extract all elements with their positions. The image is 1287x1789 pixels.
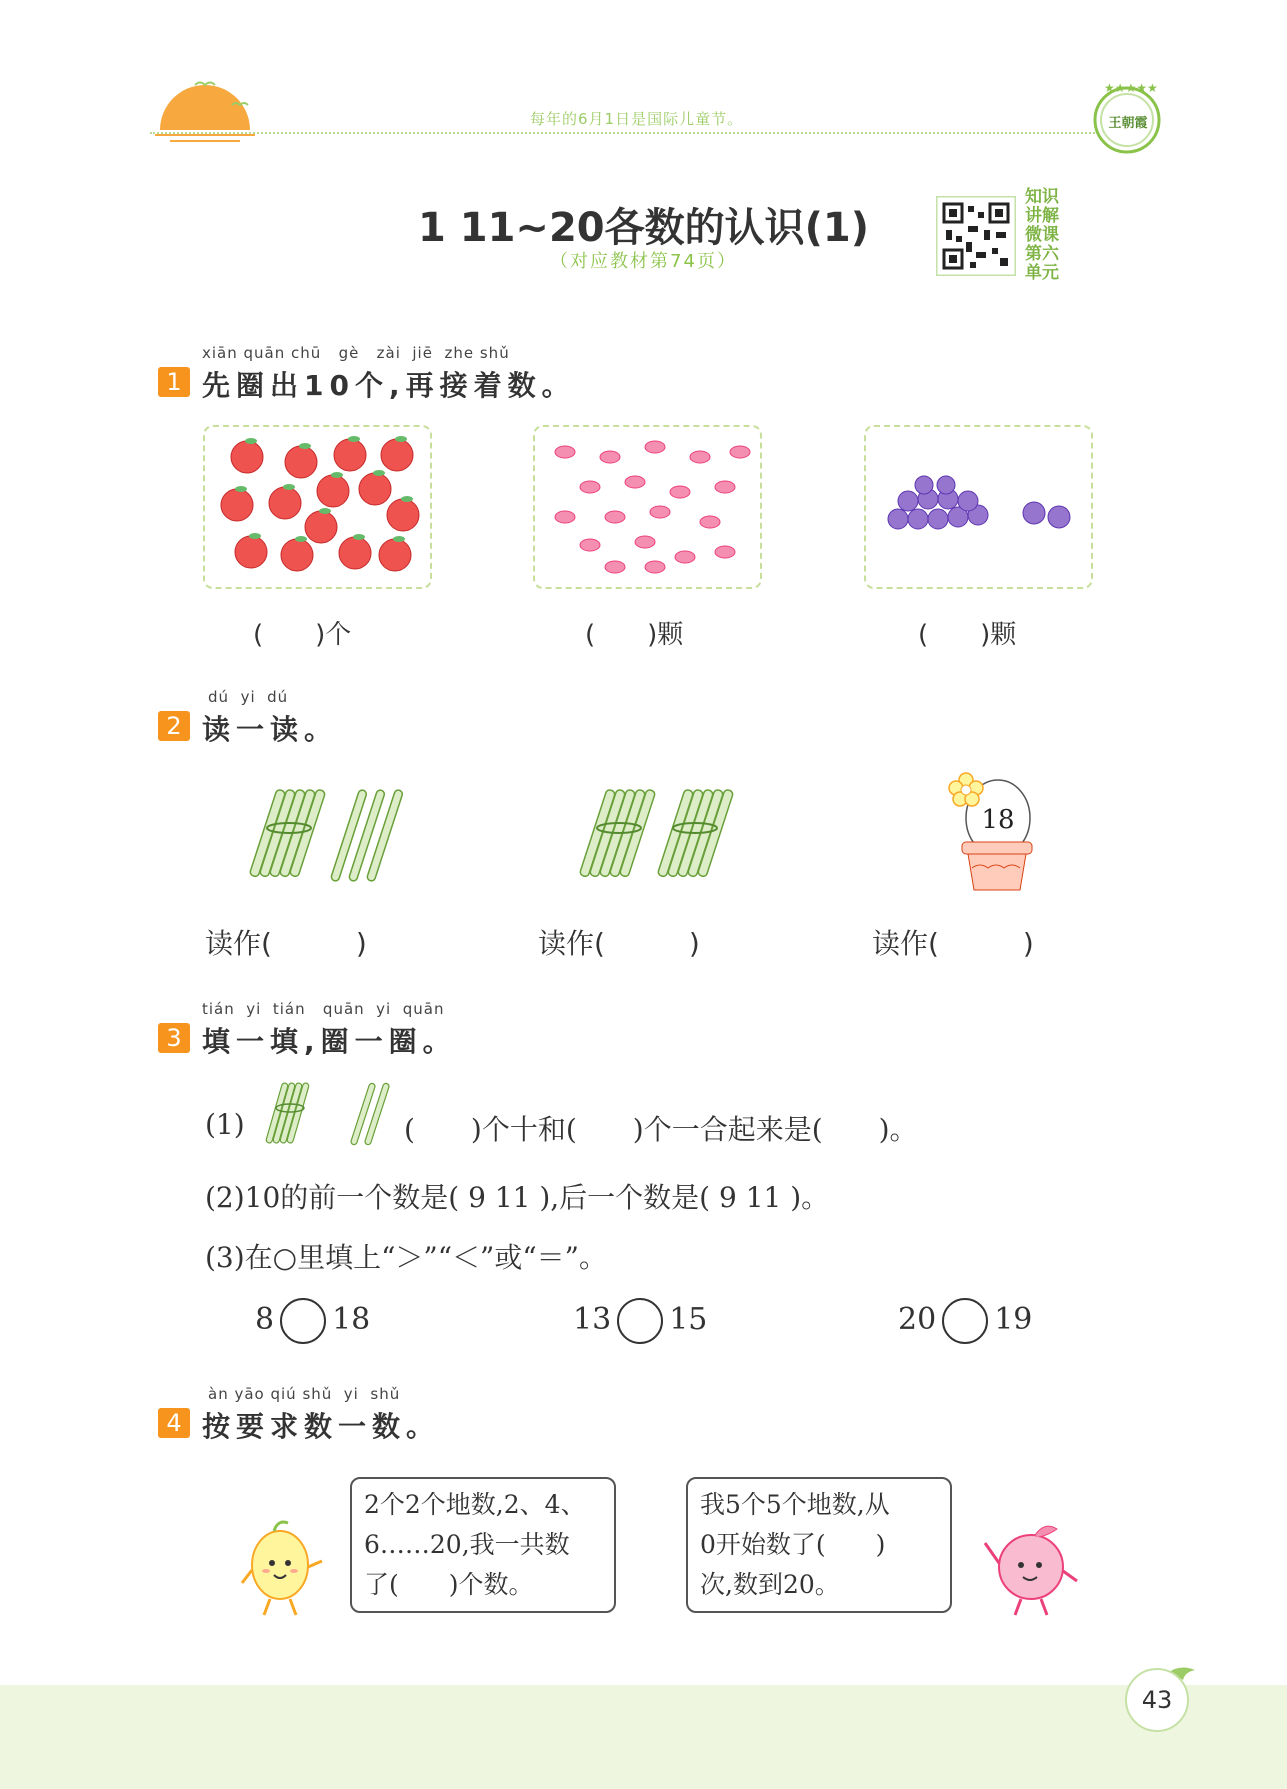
logo-badge	[1090, 80, 1165, 155]
compare-row-1[interactable]	[255, 1298, 370, 1344]
peach-character	[975, 1515, 1085, 1620]
qr-code[interactable]	[936, 196, 1016, 276]
compare-3-left: 20	[898, 1302, 937, 1337]
bubble-left-line-1: 2个2个地数,2、4、	[364, 1490, 586, 1519]
apple-icons	[205, 427, 430, 587]
compare-2-circle[interactable]	[617, 1298, 663, 1344]
compare-row-2[interactable]	[573, 1298, 707, 1344]
q4-pinyin: àn yāo qiú shǔ yi shǔ	[208, 1385, 401, 1403]
grapes-box	[864, 425, 1093, 589]
q4-prompt: 按要求数一数。	[202, 1410, 441, 1443]
page-title: 1 11~20各数的认识(1)	[418, 205, 869, 251]
flower-number: 18	[981, 805, 1015, 835]
q3-part1-label: (1)	[205, 1108, 245, 1141]
q3-pinyin: tián yi tián quān yi quān	[202, 1000, 445, 1018]
logo-text: 王朝霞	[1108, 116, 1148, 131]
qr-label: 知识讲解微课 第六单元	[1025, 187, 1059, 283]
header-rule	[150, 132, 1110, 134]
q2-number-badge: 2	[158, 711, 190, 741]
page-number: 43	[1125, 1668, 1189, 1732]
compare-1-left: 8	[255, 1302, 275, 1337]
q1-pinyin: xiān quān chū gè zài jiē zhe shǔ	[202, 344, 510, 362]
compare-2-right: 15	[669, 1302, 708, 1337]
q2-prompt: 读一读。	[202, 713, 339, 746]
q4-number-badge: 4	[158, 1408, 190, 1438]
q3-sticks-illustration	[262, 1078, 412, 1150]
speech-bubble-left	[350, 1477, 616, 1613]
q1-prompt: 先圈出10个,再接着数。	[202, 369, 576, 402]
compare-row-3[interactable]	[898, 1298, 1032, 1344]
compare-3-circle[interactable]	[942, 1298, 988, 1344]
bubble-right-line-2[interactable]: 0开始数了( )	[700, 1530, 886, 1559]
compare-3-right: 19	[994, 1302, 1033, 1337]
sun-icon	[150, 75, 260, 145]
sticks-2-tens	[575, 780, 750, 890]
flower-pot-illustration	[940, 770, 1040, 895]
speech-bubble-right	[686, 1477, 952, 1613]
q3-number-badge: 3	[158, 1023, 190, 1053]
sticks-1-ten-3-ones	[245, 780, 420, 890]
bubble-right-line-1: 我5个5个地数,从	[700, 1490, 890, 1519]
candies-box	[533, 425, 762, 589]
q1-blank-candies[interactable]: ( )颗	[585, 620, 684, 650]
compare-2-left: 13	[573, 1302, 612, 1337]
q2-pinyin: dú yi dú	[208, 688, 289, 706]
page-subtitle: （对应教材第74页）	[550, 251, 737, 272]
q3-prompt: 填一填,圈一圈。	[202, 1025, 457, 1058]
compare-1-right: 18	[332, 1302, 371, 1337]
q1-blank-grapes[interactable]: ( )颗	[918, 620, 1017, 650]
bubble-left-line-2: 6……20,我一共数	[364, 1530, 570, 1559]
q1-number-badge: 1	[158, 367, 190, 397]
bubble-left-line-3[interactable]: 了( )个数。	[364, 1570, 534, 1599]
q1-blank-apples[interactable]: ( )个	[253, 620, 352, 650]
read-as-2[interactable]: 读作( )	[538, 927, 700, 960]
compare-1-circle[interactable]	[280, 1298, 326, 1344]
read-as-3[interactable]: 读作( )	[872, 927, 1034, 960]
lemon-character	[238, 1515, 328, 1620]
apples-box	[203, 425, 432, 589]
q3-part1-text[interactable]: ( )个十和( )个一合起来是( )。	[404, 1113, 918, 1146]
read-as-1[interactable]: 读作( )	[205, 927, 367, 960]
q3-part3: (3)在○里填上“＞”“＜”或“＝”。	[205, 1241, 607, 1274]
q3-part2[interactable]: (2)10的前一个数是( 9 11 ),后一个数是( 9 11 )。	[205, 1181, 830, 1214]
svg-text:★★★★★: ★★★★★	[1104, 81, 1158, 95]
bubble-right-line-3: 次,数到20。	[700, 1570, 840, 1599]
candy-icons	[535, 427, 760, 587]
header-note: 每年的6月1日是国际儿童节。	[530, 110, 744, 128]
grape-icons	[866, 427, 1091, 587]
footer-band	[0, 1685, 1287, 1789]
